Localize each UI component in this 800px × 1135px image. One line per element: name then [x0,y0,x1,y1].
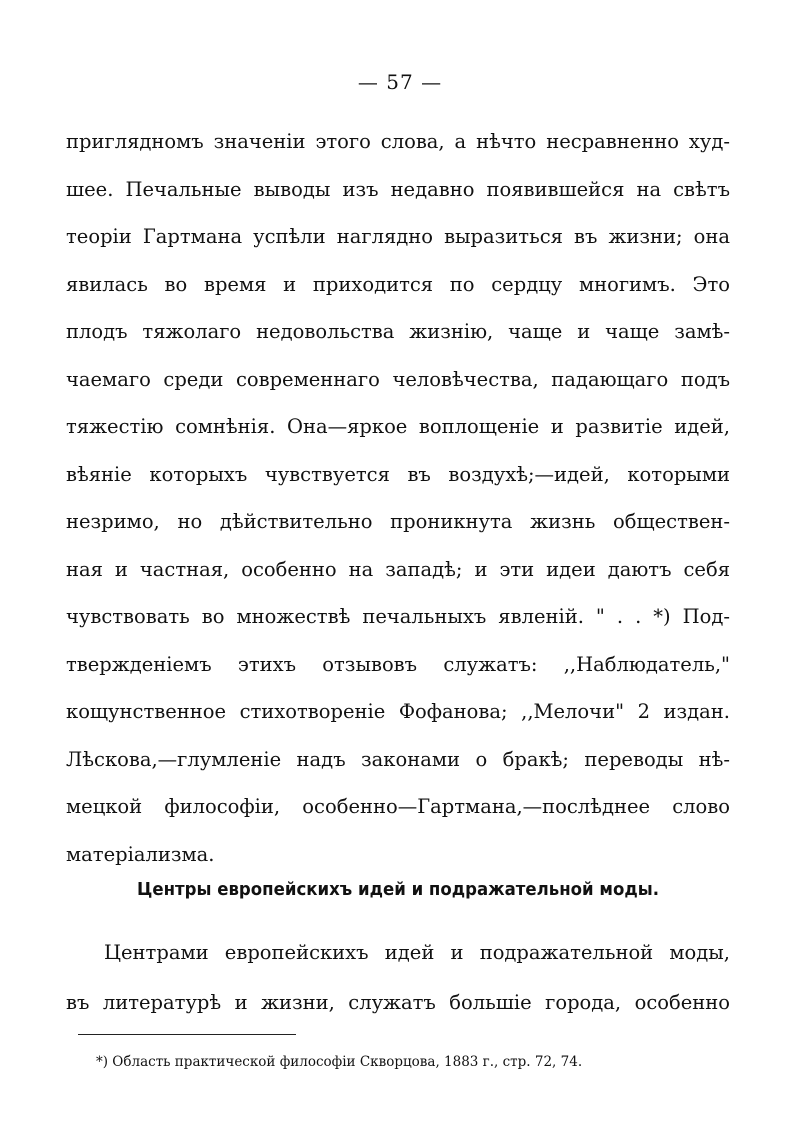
text-line-content: Центрами европейскихъ идей и подражательной моды, [104,941,730,964]
footnote: *) Область практической философiи Скворцова, 1883 г., стр. 72, 74. [96,1054,583,1070]
text-line: въ литературѣ и жизни, служатъ большiе города, особенно [66,991,730,1014]
text-line: твержденiемъ этихъ отзывовъ служатъ: ,,Наблюдатель," [66,652,730,676]
text-line: незримо, но дѣйствительно проникнута жизнь обществен- [66,510,730,533]
text-line: чувствовать во множествѣ печальныхъ явленiй. " . . *) Под- [66,605,730,628]
text-line: матерiализма. [66,842,215,866]
page-number: — 57 — [357,70,443,94]
text-line: плодъ тяжолаго недовольства жизнiю, чаще и чаще замѣ- [66,320,730,343]
text-line: приглядномъ значенiи этого слова, а нѣчто несравненно худ- [66,130,730,153]
section-heading: Центры европейскихъ идей и подражательной моды. [136,879,659,900]
paragraph-main [66,118,730,878]
paragraph-second [66,928,730,1028]
footnote-divider [78,1034,296,1035]
text-line: кощунственное стихотворенiе Фофанова; ,,Мелочи" 2 издан. [66,700,730,723]
text-line: теорiи Гартмана успѣли наглядно выразиться въ жизни; она [66,225,730,248]
text-line: явилась во время и приходится по сердцу многимъ. Это [66,272,730,296]
text-line: мецкой философiи, особенно—Гартмана,—послѣднее слово [66,795,730,818]
text-line: Лѣскова,—глумленiе надъ законами о бракѣ; переводы нѣ- [66,747,730,771]
text-line [66,928,730,978]
text-line: чаемаго среди современнаго человѣчества, падающаго подъ [66,367,730,391]
text-line: ная и частная, особенно на западѣ; и эти идеи даютъ себя [66,557,730,581]
text-line: шее. Печальные выводы изъ недавно появившейся на свѣтъ [66,177,730,201]
text-line: вѣянiе которыхъ чувствуется въ воздухѣ;—идей, которыми [66,462,730,486]
text-line: тяжестiю сомнѣнiя. Она—яркое воплощенiе и развитiе идей, [66,415,730,438]
